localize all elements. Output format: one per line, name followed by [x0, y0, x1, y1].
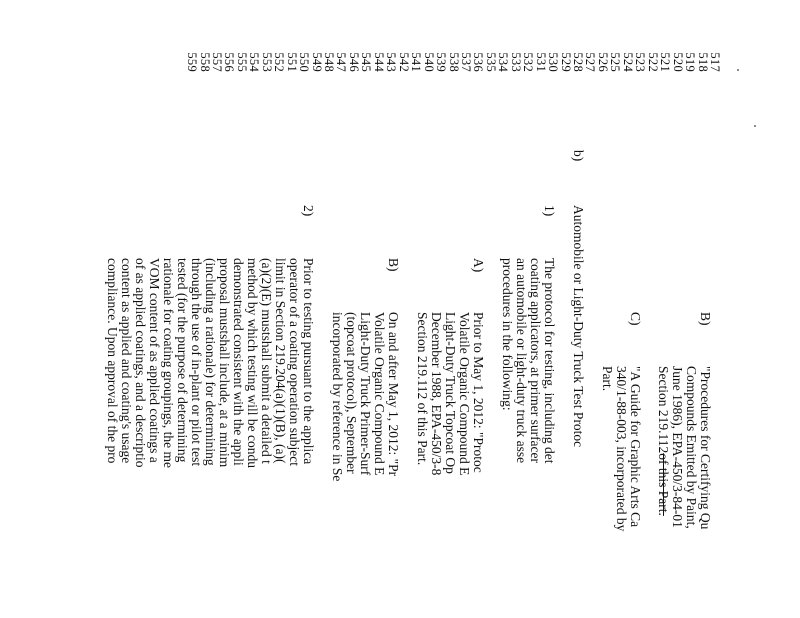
line-number: 544: [371, 52, 386, 72]
line-number: 554: [247, 52, 262, 72]
line-number: 559: [185, 52, 200, 72]
item-label-c: C): [628, 312, 643, 326]
text-line: coating applicators, at primer surfacer: [528, 258, 543, 464]
line-number: 538: [446, 52, 461, 72]
line-number: 552: [272, 52, 287, 72]
text-line: Light-Duty Truck Topcoat Op: [443, 312, 458, 474]
line-number: 543: [384, 52, 399, 72]
line-number: 551: [284, 52, 299, 72]
text-line: of as applied coatings, and a descriptio: [133, 258, 148, 468]
line-number: 534: [496, 52, 511, 72]
text-segment: Section 219.112: [656, 366, 671, 454]
line-number: 526: [595, 52, 610, 72]
text-line: through the use of in-plant or pilot test: [189, 258, 204, 467]
text-line: On and after May 1, 2012: "Pr: [386, 312, 401, 477]
item-label-b-procedures: B): [698, 312, 713, 326]
line-number: 517: [708, 52, 722, 72]
text-line: procedures in the following:: [500, 258, 515, 411]
text-line: Volatile Organic Compound E: [457, 312, 472, 476]
text-line: operator of a coating operation subject: [287, 258, 302, 467]
text-line: tested (for the purpose of determining: [175, 258, 190, 463]
section-heading-automobile: Automobile or Light-Duty Truck Test Protoc: [571, 205, 586, 448]
section-label-b: b): [571, 150, 586, 162]
text-line: Section 219.112 of this Part.: [415, 312, 430, 466]
line-number: 545: [359, 52, 374, 72]
text-line: proposal mustshall include, at a minim: [217, 258, 232, 468]
line-number: 523: [633, 52, 648, 72]
line-number: 519: [683, 52, 698, 72]
line-number: 556: [222, 52, 237, 72]
line-number: 555: [234, 52, 249, 72]
text-line: limit in Section 219.204(a)(1)(B), (a)(: [273, 258, 288, 464]
text-line: Prior to May 1, 2012: "Protoc: [471, 312, 486, 473]
text-line: (a)(2)(E) mustshall submit a detailed t: [259, 258, 274, 464]
line-number: 539: [434, 52, 449, 72]
text-line: 340/1-88-003, incorporated by: [614, 366, 629, 532]
text-line: The protocol for testing, including det: [542, 258, 557, 464]
item-label-1: 1): [542, 205, 557, 217]
line-number: 546: [346, 52, 361, 72]
line-number: 557: [210, 52, 224, 72]
line-number: 547: [334, 52, 349, 72]
line-number: 548: [322, 52, 337, 72]
line-number: 550: [297, 52, 312, 72]
line-number: 558: [197, 52, 212, 72]
text-line: incorporated by reference in Se: [330, 312, 345, 482]
line-number: 540: [421, 52, 436, 72]
line-number: 522: [645, 52, 660, 72]
line-number: 536: [471, 52, 486, 72]
text-line: content as applied and coating's usage: [119, 258, 134, 464]
line-number: 533: [508, 52, 523, 72]
text-line: compliance. Upon approval of the pro: [105, 258, 120, 464]
line-number: 521: [658, 52, 673, 72]
text-line: (topcoat protocol), September: [344, 312, 359, 474]
line-number: 524: [620, 52, 635, 72]
line-number: 525: [608, 52, 623, 72]
line-number: 527: [583, 52, 598, 72]
text-line: December 1988, EPA-450/3-8: [429, 312, 444, 476]
text-line: (including a rationale) for determining: [203, 258, 218, 466]
struck-text: of this Part.: [656, 453, 671, 516]
text-line: Volatile Organic Compound E: [372, 312, 387, 476]
text-line: method by which testing will be condu: [245, 258, 260, 468]
line-number: 532: [521, 52, 536, 72]
text-line: Prior to testing pursuant to the applica: [301, 258, 316, 465]
line-number: 520: [670, 52, 685, 72]
line-number: 528: [571, 52, 586, 72]
text-line: Part.: [600, 366, 615, 392]
text-line: [656, 366, 670, 516]
line-number: 549: [309, 52, 324, 72]
text-line: "Procedures for Certifying Qu: [698, 366, 713, 530]
line-number: 518: [695, 52, 710, 72]
line-number: 530: [546, 52, 561, 72]
text-line: an automobile or light-duty truck asse: [514, 258, 529, 464]
line-number: 553: [259, 52, 274, 72]
line-number: 537: [459, 52, 473, 72]
item-label-2: 2): [301, 205, 316, 217]
text-line: rationale for coating groupings, the me: [161, 258, 176, 468]
text-line: demonstrated consistent with the appli: [231, 258, 246, 466]
line-number: 529: [558, 52, 573, 72]
line-number: 542: [396, 52, 411, 72]
text-line: June 1986), EPA-450/3-84-01: [670, 366, 685, 528]
text-line: VOM content of as applied coatings a: [147, 258, 162, 463]
text-line: Compounds Emitted by Paint,: [684, 366, 699, 529]
line-number: 535: [483, 52, 498, 72]
text-line: Light-Duty Truck Primer-Surf: [358, 312, 373, 476]
line-number: 541: [409, 52, 424, 72]
item-label-a: A): [471, 258, 486, 273]
line-number: 531: [533, 52, 548, 72]
text-line: "A Guide for Graphic Arts Ca: [628, 366, 643, 528]
item-label-b-on-after: B): [386, 258, 401, 272]
